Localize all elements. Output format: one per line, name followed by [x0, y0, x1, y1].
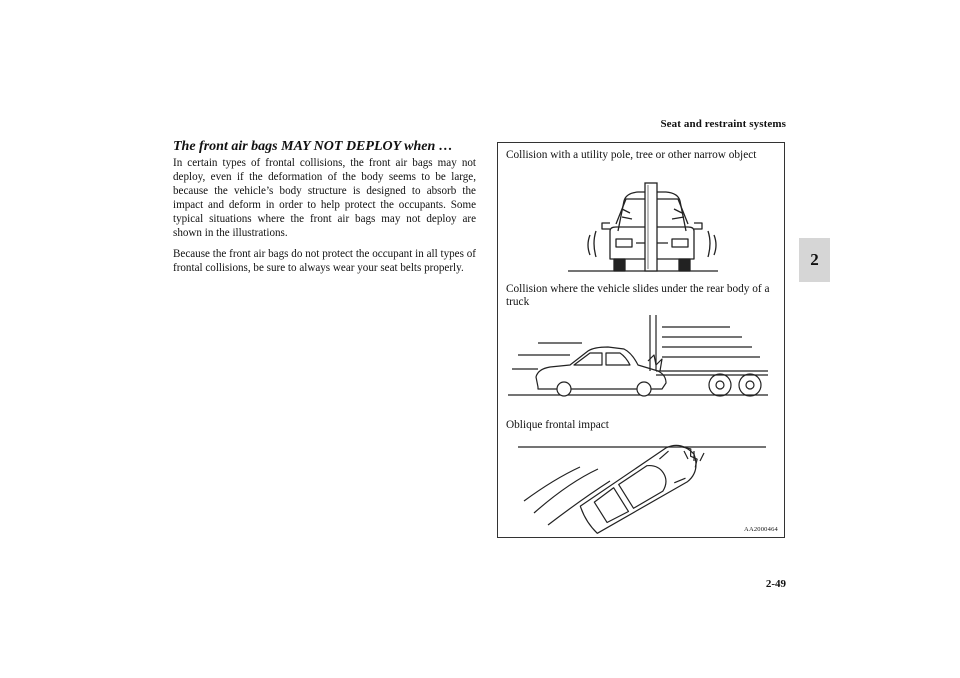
section-heading: The front air bags MAY NOT DEPLOY when …: [173, 139, 453, 154]
paragraph-1: In certain types of frontal collisions, the front air bags may not deploy, even if the deformation of the body seems to be large, because the vehicle’s body structure is designed to absorb the impact and deform in order to help protect the occupants. Some typical situations where the front air bags may not deploy are shown in the illustrations.: [173, 157, 476, 239]
illustration-box: [497, 142, 785, 538]
underride-collision-illustration: [498, 315, 784, 401]
caption-narrow-object: Collision with a utility pole, tree or other narrow object: [506, 149, 757, 161]
oblique-impact-illustration: [498, 439, 784, 535]
narrow-object-collision-illustration: [498, 179, 784, 279]
running-header: Seat and restraint systems: [660, 118, 786, 130]
paragraph-2: Because the front air bags do not protect the occupant in all types of frontal collisions, be sure to always wear your seat belts properly.: [173, 248, 476, 274]
page-number: 2-49: [765, 578, 786, 590]
text-column: [173, 139, 476, 282]
caption-oblique-impact: Oblique frontal impact: [506, 419, 609, 431]
caption-underride: Collision where the vehicle slides under the rear body of a truck: [506, 283, 770, 308]
chapter-tab: 2: [799, 238, 830, 282]
illustration-code: AA2000464: [744, 526, 778, 533]
